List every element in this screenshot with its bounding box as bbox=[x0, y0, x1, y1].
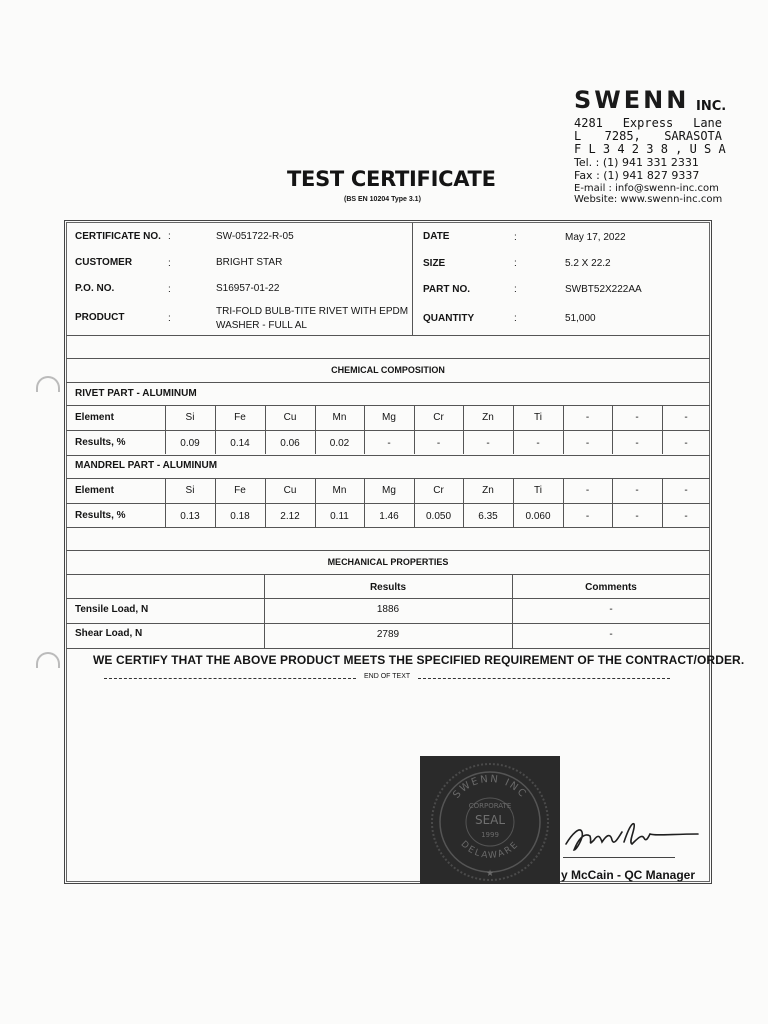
corporate-seal bbox=[420, 756, 560, 884]
address-line: L 7285, SARASOTA bbox=[574, 129, 722, 143]
element-symbol: Fe bbox=[234, 485, 246, 496]
info-colon: : bbox=[514, 258, 517, 269]
element-symbol: Mg bbox=[382, 412, 396, 423]
product-value-line2: WASHER - FULL AL bbox=[216, 320, 307, 331]
seal-text-top: SWENN INC bbox=[451, 773, 529, 801]
info-colon: : bbox=[168, 313, 171, 324]
element-symbol: Mn bbox=[332, 412, 347, 423]
rule bbox=[66, 623, 710, 624]
rule bbox=[66, 335, 710, 336]
tensile-load-result: 1886 bbox=[376, 604, 400, 615]
result-value: 2.12 bbox=[280, 511, 300, 522]
date-label: DATE bbox=[423, 231, 450, 242]
signature-line bbox=[563, 857, 675, 858]
shear-load-comment: - bbox=[609, 629, 613, 640]
certification-statement: WE CERTIFY THAT THE ABOVE PRODUCT MEETS THE SPECIFIED REQUIREMENT OF THE CONTRACT/ORDER. bbox=[93, 653, 745, 667]
element-symbol: - bbox=[635, 485, 639, 496]
result-value: 0.02 bbox=[329, 438, 350, 449]
element-symbol: - bbox=[635, 412, 639, 423]
result-value: - bbox=[585, 511, 590, 522]
result-value: 0.18 bbox=[230, 511, 250, 522]
element-symbol: Fe bbox=[234, 412, 246, 423]
seal-text-bottom: DELAWARE bbox=[458, 839, 522, 862]
mandrel-part-title: MANDREL PART - ALUMINUM bbox=[75, 460, 218, 471]
result-value: 1.46 bbox=[379, 511, 399, 522]
dashed-rule bbox=[418, 678, 670, 679]
element-symbol: Cr bbox=[433, 412, 444, 423]
end-of-text: END OF TEXT bbox=[364, 673, 411, 680]
info-divider bbox=[412, 223, 413, 335]
result-value: 0.14 bbox=[230, 438, 250, 449]
seal-emboss-icon bbox=[420, 756, 560, 884]
tensile-load-label: Tensile Load, N bbox=[75, 604, 149, 615]
part-no-value: SWBT52X222AA bbox=[565, 284, 642, 295]
mechanical-properties-title: MECHANICAL PROPERTIES bbox=[327, 557, 449, 567]
result-value: - bbox=[635, 438, 639, 449]
company-suffix: INC. bbox=[696, 99, 727, 114]
company-tel: Tel. : (1) 941 331 2331 bbox=[574, 156, 699, 169]
rule bbox=[66, 527, 710, 528]
info-colon: : bbox=[514, 232, 517, 243]
company-email: E-mail : info@swenn-inc.com bbox=[574, 183, 719, 194]
po-no-label: P.O. NO. bbox=[75, 283, 115, 294]
element-row-label: Element bbox=[75, 485, 114, 496]
result-value: - bbox=[635, 511, 639, 522]
element-symbol: Zn bbox=[482, 412, 494, 423]
shear-load-result: 2789 bbox=[376, 629, 400, 640]
signer-name-title: y McCain - QC Manager bbox=[561, 868, 696, 882]
company-fax: Fax : (1) 941 827 9337 bbox=[574, 169, 700, 182]
size-value: 5.2 X 22.2 bbox=[565, 258, 611, 269]
rule bbox=[66, 503, 710, 504]
element-symbol: Cr bbox=[433, 485, 444, 496]
result-value: 0.06 bbox=[280, 438, 300, 449]
rivet-part-title: RIVET PART - ALUMINUM bbox=[75, 388, 197, 399]
chemical-composition-title: CHEMICAL COMPOSITION bbox=[331, 365, 445, 375]
element-symbol: Si bbox=[185, 412, 195, 423]
result-value: 0.09 bbox=[180, 438, 200, 449]
result-value: - bbox=[684, 438, 688, 449]
info-colon: : bbox=[514, 313, 517, 324]
info-colon: : bbox=[168, 284, 171, 295]
element-symbol: Mg bbox=[382, 485, 396, 496]
rule bbox=[66, 358, 710, 359]
result-value: - bbox=[387, 438, 391, 449]
rule bbox=[66, 405, 710, 406]
document-subtitle: (BS EN 10204 Type 3.1) bbox=[344, 196, 421, 203]
result-value: - bbox=[436, 438, 441, 449]
element-symbol: Cu bbox=[283, 485, 297, 496]
tensile-load-comment: - bbox=[609, 604, 613, 615]
element-symbol: - bbox=[585, 485, 590, 496]
dashed-rule bbox=[104, 678, 356, 679]
info-colon: : bbox=[514, 284, 517, 295]
element-symbol: Zn bbox=[482, 485, 494, 496]
result-value: 6.35 bbox=[478, 511, 498, 522]
seal-text-mid: CORPORATE bbox=[468, 802, 512, 810]
rule bbox=[66, 455, 710, 456]
result-value: - bbox=[585, 438, 590, 449]
rule bbox=[66, 430, 710, 431]
element-symbol: Mn bbox=[332, 485, 347, 496]
size-label: SIZE bbox=[423, 258, 446, 269]
certificate-no-label: CERTIFICATE NO. bbox=[75, 231, 161, 242]
element-symbol: - bbox=[684, 485, 688, 496]
results-row-label: Results, % bbox=[75, 437, 126, 448]
customer-label: CUSTOMER bbox=[75, 257, 133, 268]
seal-star-icon: ★ bbox=[485, 869, 495, 879]
rule bbox=[66, 478, 710, 479]
result-value: 0.060 bbox=[525, 511, 551, 522]
address-line: F L 3 4 2 3 8 , U S A bbox=[574, 142, 726, 156]
result-value: 0.050 bbox=[425, 511, 452, 522]
company-website: Website: www.swenn-inc.com bbox=[574, 194, 723, 205]
product-label: PRODUCT bbox=[75, 312, 125, 323]
part-no-label: PART NO. bbox=[423, 284, 471, 295]
punch-hole bbox=[36, 652, 60, 668]
rule bbox=[66, 550, 710, 551]
element-symbol: - bbox=[684, 412, 688, 423]
quantity-value: 51,000 bbox=[565, 313, 596, 324]
info-colon: : bbox=[168, 231, 171, 242]
certificate-frame-inner bbox=[66, 222, 710, 882]
element-symbol: Ti bbox=[534, 485, 542, 496]
rule bbox=[66, 648, 710, 649]
product-value-line1: TRI-FOLD BULB-TITE RIVET WITH EPDM bbox=[216, 306, 409, 317]
punch-hole bbox=[36, 376, 60, 392]
svg-text:DELAWARE bbox=[459, 839, 522, 861]
date-value: May 17, 2022 bbox=[565, 232, 626, 243]
document-title: TEST CERTIFICATE bbox=[287, 167, 496, 191]
result-value: 0.11 bbox=[330, 511, 349, 522]
rule bbox=[66, 598, 710, 599]
signature-icon bbox=[562, 812, 702, 862]
seal-text-seal: SEAL bbox=[474, 813, 506, 827]
po-no-value: S16957-01-22 bbox=[216, 283, 280, 294]
seal-text-year: 1999 bbox=[481, 831, 499, 839]
result-value: - bbox=[486, 438, 490, 449]
address-line: 4281 Express Lane bbox=[574, 116, 722, 130]
certificate-no-value: SW-051722-R-05 bbox=[216, 231, 294, 242]
result-value: 0.13 bbox=[180, 511, 200, 522]
svg-text:SWENN INC bbox=[451, 774, 529, 801]
element-symbol: Cu bbox=[283, 412, 297, 423]
element-symbol: - bbox=[585, 412, 590, 423]
customer-value: BRIGHT STAR bbox=[216, 257, 283, 268]
result-value: - bbox=[684, 511, 688, 522]
element-symbol: Ti bbox=[534, 412, 542, 423]
shear-load-label: Shear Load, N bbox=[75, 628, 143, 639]
element-symbol: Si bbox=[185, 485, 195, 496]
element-row-label: Element bbox=[75, 412, 114, 423]
company-name: SWENN bbox=[574, 86, 690, 114]
rule bbox=[66, 574, 710, 575]
result-value: - bbox=[536, 438, 540, 449]
quantity-label: QUANTITY bbox=[423, 313, 475, 324]
rule bbox=[66, 382, 710, 383]
info-colon: : bbox=[168, 258, 171, 269]
comments-header: Comments bbox=[585, 582, 637, 593]
results-row-label: Results, % bbox=[75, 510, 126, 521]
results-header: Results bbox=[369, 582, 407, 593]
